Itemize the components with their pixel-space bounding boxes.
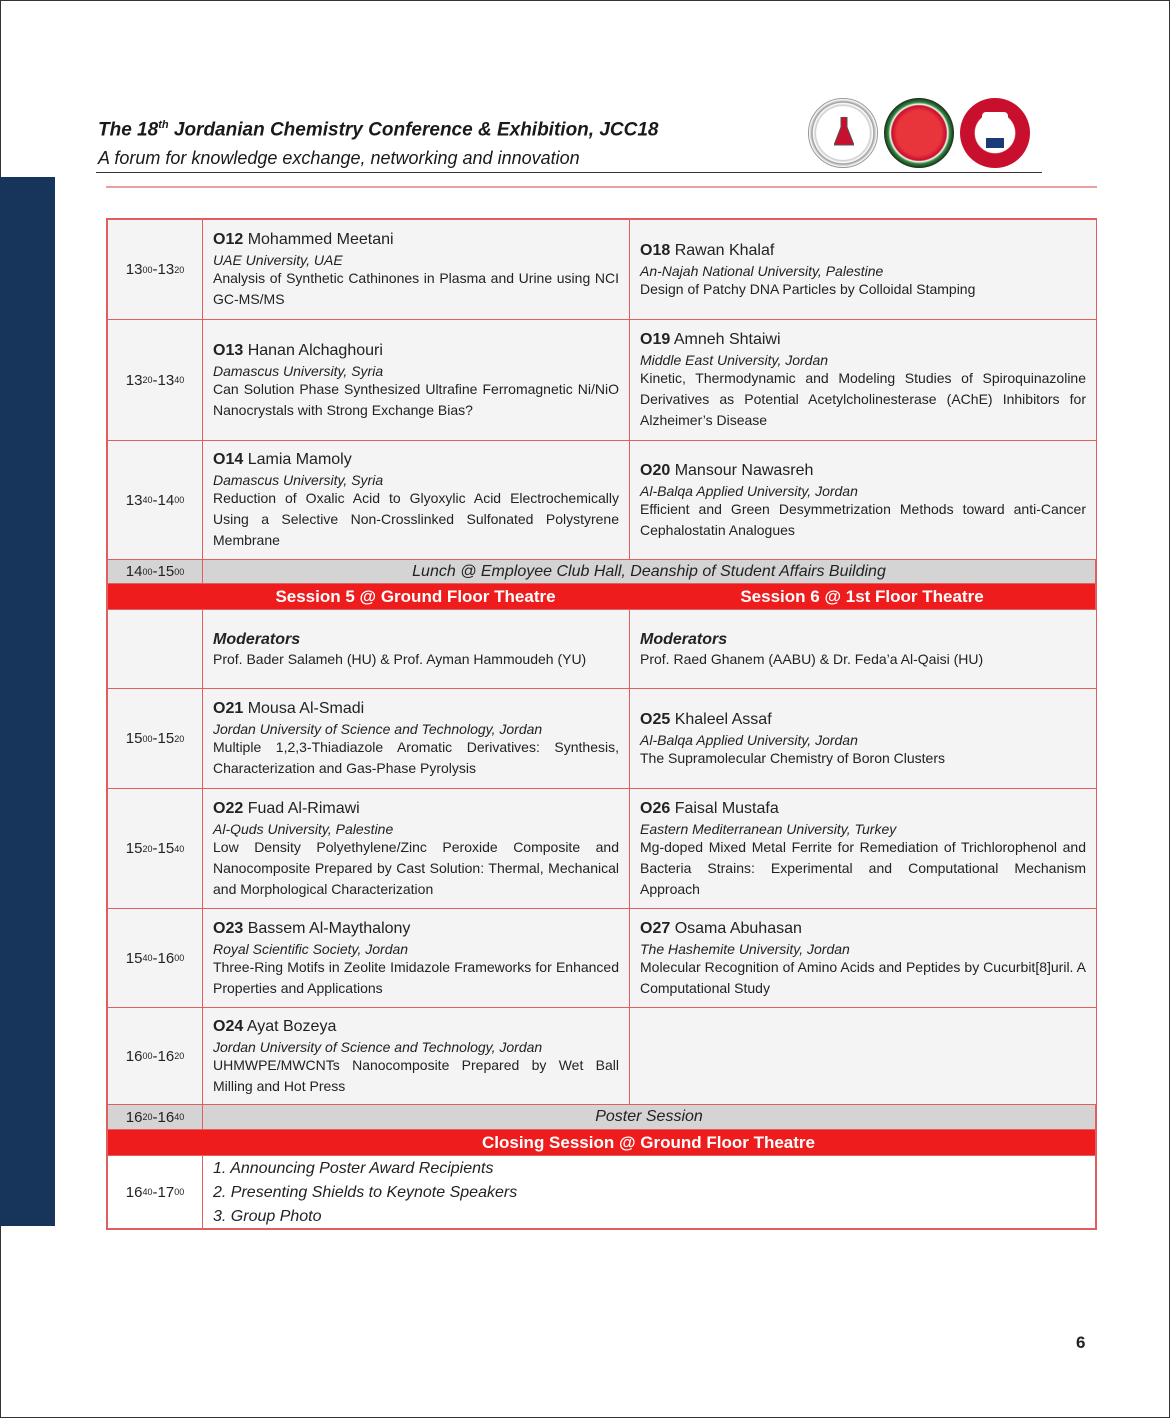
talk-title: Reduction of Oxalic Acid to Glyoxylic Acid Electrochemically Using a Selective Non-Crosslinked Sulfonated Polystyrene Membrane (213, 490, 619, 548)
speaker-name: Fuad Al-Rimawi (243, 799, 360, 817)
talk-cell (630, 789, 1096, 908)
talk-id: O14 (213, 451, 244, 468)
talk-id: O27 (640, 919, 671, 937)
schedule-table (106, 218, 1097, 1230)
time-slot: 15 40 -16 00 (108, 909, 203, 1007)
speaker-affiliation: The Hashemite University, Jordan (640, 940, 850, 957)
time-slot: 15 00 -15 20 (108, 689, 203, 788)
moderators-names: Prof. Bader Salameh (HU) & Prof. Ayman Hammoudeh (YU) (213, 650, 587, 667)
talk-title: Efficient and Green Desymmetrization Methods toward anti-Cancer Cephalostatin Analogues (640, 500, 1086, 538)
chemistry-society-logo (808, 98, 878, 168)
closing-session-header: Closing Session @ Ground Floor Theatre (482, 1133, 815, 1152)
page-number: 6 (1076, 1333, 1086, 1352)
talk-cell (630, 441, 1096, 559)
speaker-name: Osama Abuhasan (670, 919, 802, 937)
talk-id: O22 (213, 799, 244, 817)
time-slot: 13 00 -13 20 (108, 220, 203, 319)
speaker-name: Faisal Mustafa (670, 799, 779, 817)
book-icon (982, 112, 1008, 134)
flask-icon (834, 117, 854, 147)
talk-cell (203, 909, 630, 1007)
speaker-affiliation: UAE University, UAE (213, 252, 343, 268)
speaker-name: Bassem Al-Maythalony (243, 919, 411, 937)
moderators-cell (630, 610, 1096, 688)
header-divider (96, 172, 1042, 173)
speaker-name: Hanan Alchaghouri (243, 341, 383, 359)
table-row (108, 320, 1095, 441)
talk-title: Multiple 1,2,3-Thiadiazole Aromatic Derivatives: Synthesis, Characterization and Gas-Phase Pyrolysis (213, 739, 619, 776)
conference-title: The 18th Jordanian Chemistry Conference & Exhibition, JCC18 (98, 119, 659, 141)
time-slot: 16 40 -17 00 (108, 1156, 203, 1228)
time-slot: 16 00 -16 20 (108, 1008, 203, 1104)
talk-title: Kinetic, Thermodynamic and Modeling Studies of Spiroquinazoline Derivatives as Potential Acetylcholinesterase (AChE) Inhibitors for Alzheimer’s Disease (640, 370, 1086, 428)
talk-title: The Supramolecular Chemistry of Boron Clusters (640, 749, 946, 766)
talk-title: Mg-doped Mixed Metal Ferrite for Remediation of Trichlorophenol and Bacteria Strains: Experimental and Computational Mechanism Approach (640, 838, 1086, 897)
speaker-name: Mansour Nawasreh (670, 461, 814, 479)
speaker-affiliation: Jordan University of Science and Technology, Jordan (213, 1038, 543, 1055)
talk-id: O13 (213, 341, 244, 359)
table-row (108, 789, 1095, 909)
speaker-name: Amneh Shtaiwi (670, 331, 781, 348)
time-slot: 13 20 -13 40 (108, 320, 203, 440)
talk-id: O19 (640, 331, 671, 348)
talk-cell (630, 689, 1096, 788)
talk-cell (203, 689, 630, 788)
time-slot: 15 20 -15 40 (108, 789, 203, 908)
table-row (108, 220, 1095, 320)
talk-cell (203, 789, 630, 908)
closing-items-cell (203, 1156, 1095, 1228)
talk-cell (630, 220, 1096, 319)
time-slot: 13 40 -14 00 (108, 441, 203, 559)
speaker-name: Mohammed Meetani (243, 231, 394, 248)
session-header-row (108, 584, 1095, 610)
talk-id: O12 (213, 231, 244, 248)
table-row (108, 909, 1095, 1008)
table-row (108, 441, 1095, 560)
closing-item: 2. Presenting Shields to Keynote Speakers (213, 1184, 518, 1201)
session-5-header: Session 5 @ Ground Floor Theatre (275, 587, 556, 606)
talk-id: O21 (213, 700, 244, 717)
talk-cell (203, 1008, 630, 1104)
speaker-affiliation: Al-Balqa Applied University, Jordan (640, 731, 858, 748)
logo-group (808, 98, 1033, 170)
talk-cell (630, 909, 1096, 1007)
poster-session-label: Poster Session (203, 1105, 1095, 1129)
talk-title: Design of Patchy DNA Particles by Colloidal Stamping (640, 280, 976, 297)
time-slot-empty (108, 610, 203, 688)
jordan-university-logo (884, 98, 954, 168)
speaker-name: Khaleel Assaf (670, 710, 772, 728)
lunch-label: Lunch @ Employee Club Hall, Deanship of Student Affairs Building (203, 560, 1095, 583)
talk-id: O25 (640, 710, 671, 728)
moderators-label: Moderators (213, 630, 301, 648)
speaker-affiliation: Jordan University of Science and Technology, Jordan (213, 721, 543, 737)
conference-subtitle: A forum for knowledge exchange, networking and innovation (98, 148, 580, 168)
talk-title: Three-Ring Motifs in Zeolite Imidazole Frameworks for Enhanced Properties and Applications (213, 958, 619, 996)
time-slot: 14 00 -15 00 (108, 560, 203, 583)
talk-title: Analysis of Synthetic Cathinones in Plasma and Urine using NCI GC-MS/MS (213, 270, 619, 307)
speaker-name: Lamia Mamoly (243, 451, 352, 468)
closing-header-row (108, 1130, 1095, 1156)
session-6-header: Session 6 @ 1st Floor Theatre (740, 587, 984, 606)
talk-id: O26 (640, 799, 671, 817)
table-row (108, 1008, 1095, 1105)
speaker-affiliation: Damascus University, Syria (213, 472, 384, 488)
speaker-affiliation: Eastern Mediterranean University, Turkey (640, 820, 897, 837)
closing-row (108, 1156, 1095, 1228)
moderators-names: Prof. Raed Ghanem (AABU) & Dr. Feda’a Al-Qaisi (HU) (640, 650, 984, 667)
talk-cell-empty (630, 1008, 1096, 1104)
speaker-affiliation: Damascus University, Syria (213, 362, 384, 379)
talk-id: O24 (213, 1017, 244, 1035)
closing-item: 3. Group Photo (213, 1208, 322, 1225)
talk-cell (203, 320, 630, 440)
talk-id: O20 (640, 461, 671, 479)
talk-cell (203, 220, 630, 319)
speaker-name: Ayat Bozeya (243, 1017, 337, 1035)
table-row (108, 689, 1095, 789)
talk-title: Can Solution Phase Synthesized Ultrafine Ferromagnetic Ni/NiO Nanocrystals with Strong Exchange Bias? (213, 380, 619, 418)
header-accent-line (106, 186, 1097, 188)
poster-row (108, 1105, 1095, 1130)
moderators-cell (203, 610, 630, 688)
talk-title: UHMWPE/MWCNTs Nanocomposite Prepared by Wet Ball Milling and Hot Press (213, 1056, 619, 1094)
time-slot: 16 20 -16 40 (108, 1105, 203, 1129)
talk-id: O23 (213, 919, 244, 937)
session-header-spacer (108, 584, 202, 609)
speaker-affiliation: Al-Balqa Applied University, Jordan (640, 482, 858, 499)
hashemite-university-logo (960, 98, 1030, 168)
talk-cell (203, 441, 630, 559)
closing-item: 1. Announcing Poster Award Recipients (213, 1160, 494, 1177)
side-bar-decoration (0, 177, 55, 1226)
moderators-row (108, 610, 1095, 689)
talk-title: Molecular Recognition of Amino Acids and Peptides by Cucurbit[8]uril. A Computational Study (640, 958, 1086, 996)
speaker-name: Rawan Khalaf (670, 241, 775, 259)
moderators-label: Moderators (640, 630, 728, 648)
talk-id: O18 (640, 241, 671, 259)
speaker-affiliation: Royal Scientific Society, Jordan (213, 940, 409, 957)
speaker-affiliation: Middle East University, Jordan (640, 352, 829, 368)
emblem-base (986, 138, 1004, 148)
speaker-affiliation: Al-Quds University, Palestine (213, 820, 394, 837)
speaker-affiliation: An-Najah National University, Palestine (640, 262, 884, 279)
lunch-row (108, 560, 1095, 584)
talk-title: Low Density Polyethylene/Zinc Peroxide Composite and Nanocomposite Prepared by Cast Solution: Thermal, Mechanical and Morphological Characterization (213, 838, 619, 897)
talk-cell (630, 320, 1096, 440)
closing-header-spacer (108, 1130, 202, 1155)
speaker-name: Mousa Al-Smadi (243, 700, 365, 717)
